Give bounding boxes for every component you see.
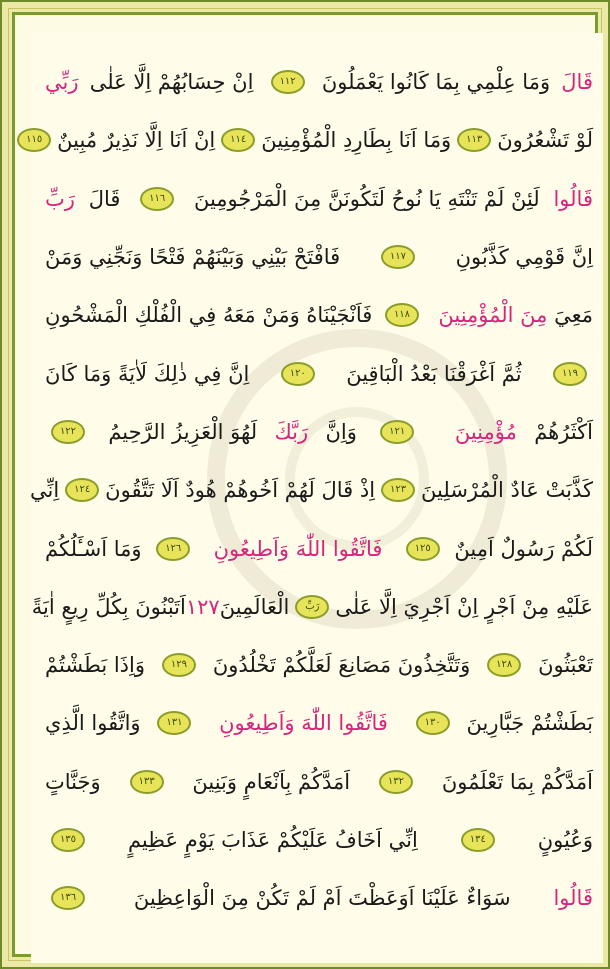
verse-text: اِنَّ فِي ذٰلِكَ لَاٰيَةً وَمَا كَانَ (45, 361, 250, 386)
verse-text: لَوْ تَشْعُرُونَ (497, 128, 593, 153)
verse-line (45, 286, 593, 344)
verse-text: لَهُوَ الْعَزِيزُ الرَّحِيمُ (108, 419, 258, 444)
verse-line (45, 344, 593, 402)
verse-text: وَمَا اَسْـَٔلُكُمْ (45, 536, 142, 561)
verse-text: اِنْ اَنَا اِلَّا نَذِيرٌ مُبِينٌ (57, 128, 216, 153)
ayah-number-marker: ١٣٠ (416, 711, 450, 735)
verse-text: وَاتَّقُوا الَّذِي (45, 711, 141, 736)
verse-text: بَطَشْتُمْ جَبَّارِينَ (466, 711, 593, 736)
verse-text: سَوَاءٌ عَلَيْنَا اَوَعَظْتَ اَمْ لَمْ تَكُنْ مِنَ الْوَاعِظِينَ (133, 886, 511, 911)
verse-line (29, 461, 593, 519)
verse-text: اِنْ حِسَابُهُمْ اِلَّا عَلٰى (89, 70, 254, 95)
ayah-number-marker: ١٣٦ (51, 886, 85, 910)
ayah-number-marker: ١٣٤ (461, 828, 495, 852)
verse-text: عَلَيْهِ مِنْ اَجْرٍ اِنْ اَجْرِيَ اِلَّا عَلٰى (335, 594, 593, 619)
verse-text: فَاَنْجَيْنَاهُ وَمَنْ مَعَهُ فِي الْفُلْكِ الْمَشْحُونِ (45, 303, 373, 328)
page-border (12, 12, 598, 957)
highlighted-word: مِنَ الْمُؤْمِنِينَ (438, 303, 548, 328)
highlighted-word: قَالُوا (553, 186, 593, 211)
verse-line (45, 403, 593, 461)
ayah-number-marker: ١٣٢ (379, 770, 413, 794)
ayah-number-marker: ١١٤ (221, 128, 255, 152)
highlighted-word: رَبِّي (45, 70, 79, 95)
ayah-number-marker: ١٢٥ (406, 537, 440, 561)
verse-text: اِذْ قَالَ لَهُمْ اَخُوهُمْ هُودٌ اَلَا تَتَّقُونَ (105, 478, 376, 503)
verse-line (45, 228, 593, 286)
verse-text: الْعَالَمِينَ (219, 594, 290, 619)
highlighted-word: فَاتَّقُوا اللّٰهَ وَاَطِيعُونِ (219, 711, 388, 736)
ayah-number-marker: ١١٧ (381, 245, 415, 269)
mushaf-page (26, 33, 603, 963)
verse-text: وَمَا اَنَا بِطَارِدِ الْمُؤْمِنِينَ (261, 128, 452, 153)
ayah-number-marker: رَبِّ (295, 595, 329, 619)
verse-text: اِنَّ قَوْمِي كَذَّبُونِ (455, 245, 593, 270)
ayah-number-marker: ١٣٣ (130, 770, 164, 794)
verse-line (45, 519, 593, 577)
ayah-number-marker: ١١٥ (17, 128, 51, 152)
ayah-number-marker: ١٢٩ (162, 653, 196, 677)
verse-line (45, 636, 593, 694)
highlighted-word: قَالُوا (553, 886, 593, 911)
verse-text: وَاِنَّ (325, 419, 357, 444)
verse-text: اِنِّي (29, 478, 60, 503)
verse-text: فَافْتَحْ بَيْنِي وَبَيْنَهُمْ فَتْحًا وَنَجِّنِي وَمَنْ (45, 245, 341, 270)
ayah-number-marker: ١٢٣ (381, 478, 415, 502)
verse-line (45, 753, 593, 811)
ayah-number-marker: ١٢٤ (65, 478, 99, 502)
verse-line (45, 53, 593, 111)
verse-text: اَمَدَّكُمْ بِمَا تَعْلَمُونَ (441, 769, 593, 794)
verse-line (45, 811, 593, 869)
ayah-number-marker: ١٣١ (157, 711, 191, 735)
ayah-number-marker: ١١٩ (553, 362, 587, 386)
ayah-number-marker: ١٢٢ (51, 420, 85, 444)
verse-line (45, 170, 593, 228)
verse-text: لَئِنْ لَمْ تَنْتَهِ يَا نُوحُ لَتَكُونَنَّ مِنَ الْمَرْجُومِينَ (193, 186, 540, 211)
highlighted-word: مُؤْمِنِينَ (454, 419, 517, 444)
verse-text: وَتَتَّخِذُونَ مَصَانِعَ لَعَلَّكُمْ تَخْلُدُونَ (212, 653, 471, 678)
verse-text: اَكْثَرُهُمْ (534, 419, 593, 444)
verse-text: تَعْبَثُونَ (538, 653, 593, 678)
highlighted-word: رَبِّ (45, 186, 75, 211)
verse-text: كَذَّبَتْ عَادٌ الْمُرْسَلِينَ (421, 478, 593, 503)
ayah-number-marker: ١١٦ (140, 187, 174, 211)
ayah-number-marker: ١٢١ (380, 420, 414, 444)
verse-text: وَمَا عِلْمِي بِمَا كَانُوا يَعْمَلُونَ (321, 70, 551, 95)
verse-line (31, 578, 593, 636)
highlighted-word: ١٢٧ (185, 594, 220, 619)
ayah-number-marker: ١١٢ (271, 70, 305, 94)
verse-line (26, 111, 593, 169)
verse-text: اَمَدَّكُمْ بِاَنْعَامٍ وَبَنِينَ (192, 769, 351, 794)
verse-line (45, 869, 593, 927)
verse-text: ثُمَّ اَغْرَقْنَا بَعْدُ الْبَاقِينَ (346, 361, 522, 386)
verse-text: اِنِّي اَخَافُ عَلَيْكُمْ عَذَابَ يَوْمٍ عَظِيمٍ (127, 828, 418, 852)
ayah-number-marker: ١٣٥ (51, 828, 85, 852)
verse-text: وَجَنَّاتٍ (45, 769, 101, 794)
verse-lines (26, 53, 593, 927)
ayah-number-marker: ١١٨ (385, 303, 419, 327)
verse-text: قَالَ (88, 186, 121, 211)
highlighted-word: قَالَ (561, 70, 593, 95)
verse-text: لَكُمْ رَسُولٌ اَمِينٌ (454, 536, 593, 561)
ayah-number-marker: ١٢٠ (281, 362, 315, 386)
ayah-number-marker: ١١٣ (457, 128, 491, 152)
verse-text: اَتَبْنُونَ بِكُلِّ رِيعٍ اٰيَةً (31, 594, 186, 619)
verse-text: مَعِيَ (554, 303, 593, 328)
ayah-number-marker: ١٢٨ (487, 653, 521, 677)
ayah-number-marker: ١٢٦ (156, 537, 190, 561)
verse-line (45, 694, 593, 752)
highlighted-word: فَاتَّقُوا اللّٰهَ وَاَطِيعُونِ (213, 536, 383, 561)
verse-text: وَعُيُونٍ (537, 828, 593, 852)
verse-text: وَاِذَا بَطَشْتُمْ (45, 653, 146, 678)
highlighted-word: رَبَّكَ (274, 419, 309, 444)
